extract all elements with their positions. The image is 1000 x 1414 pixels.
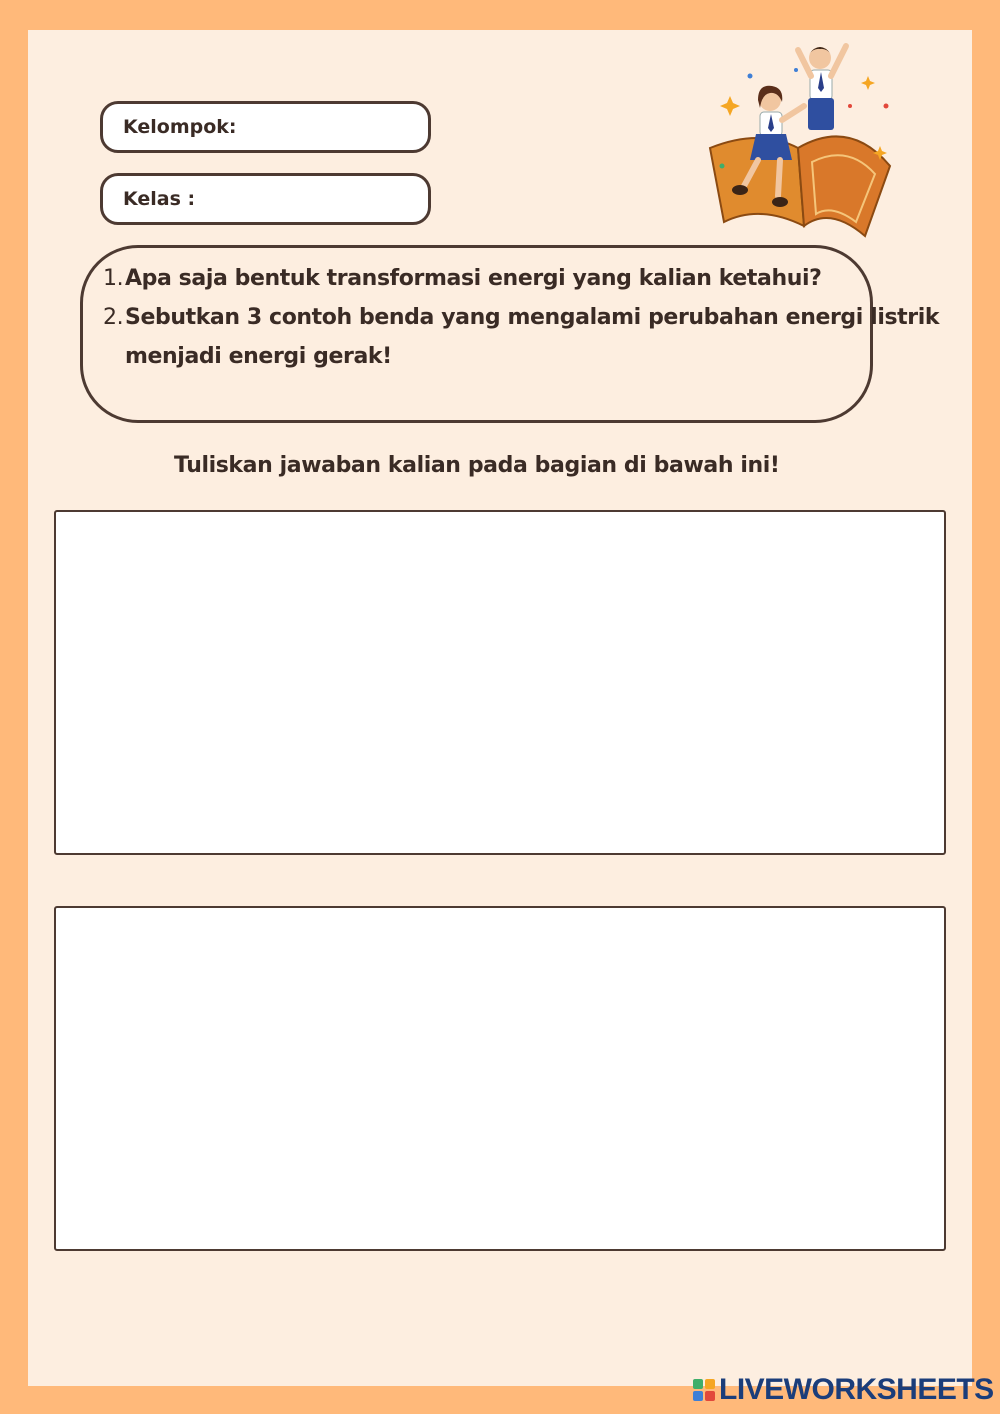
answer-box-1[interactable] [54, 510, 946, 855]
question-1-text: Apa saja bentuk transformasi energi yang kalian ketahui? [125, 266, 822, 291]
question-1 [103, 266, 822, 291]
group-name-field[interactable] [100, 101, 431, 153]
question-2-number: 2. [103, 305, 124, 330]
class-label: Kelas : [123, 188, 196, 210]
liveworksheets-logo[interactable] [693, 1373, 994, 1407]
class-field[interactable] [100, 173, 431, 225]
question-2-text-line1: Sebutkan 3 contoh benda yang mengalami perubahan energi listrik [125, 305, 940, 330]
question-2-continued [125, 344, 392, 369]
question-1-number: 1. [103, 266, 124, 291]
liveworksheets-logo-icon [693, 1379, 715, 1401]
question-2 [103, 305, 940, 330]
group-label: Kelompok: [123, 116, 237, 138]
brand-name: LIVEWORKSHEETS [719, 1373, 994, 1406]
instruction-text: Tuliskan jawaban kalian pada bagian di bawah ini! [174, 453, 780, 478]
answer-box-2[interactable] [54, 906, 946, 1251]
question-2-text-line2: menjadi energi gerak! [125, 344, 392, 369]
students-on-book-illustration [700, 36, 910, 241]
